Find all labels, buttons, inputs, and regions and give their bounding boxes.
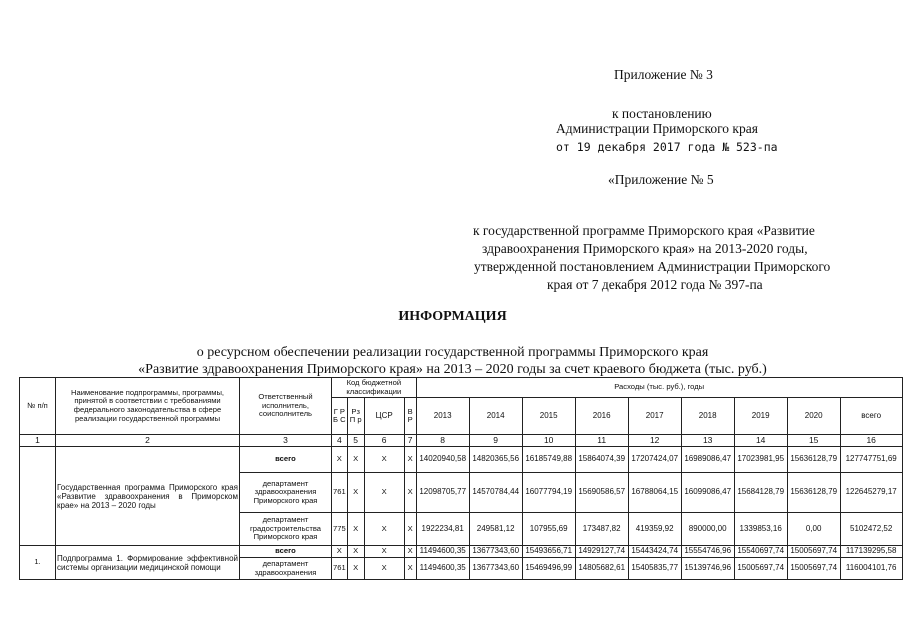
doc-subtitle-1: о ресурсном обеспечении реализации государственной программы Приморского края	[196, 345, 709, 360]
value-cell: 16099086,47	[681, 473, 734, 513]
value-cell: 15005697,74	[787, 558, 840, 580]
value-cell: 15554746,96	[681, 546, 734, 558]
col-number: 11	[575, 435, 628, 447]
value-cell: 1922234,81	[416, 513, 469, 546]
col-number: 15	[787, 435, 840, 447]
col-number: 14	[734, 435, 787, 447]
col-head-vr: В Р	[404, 398, 416, 435]
row-number	[20, 447, 56, 546]
col-number: 4	[332, 435, 348, 447]
year-head: 2013	[416, 398, 469, 435]
csr-code: X	[364, 473, 404, 513]
program-ref-1: к государственной программе Приморского края «Развитие	[473, 223, 815, 238]
value-cell: 15469496,99	[522, 558, 575, 580]
table-row	[20, 546, 903, 558]
value-cell: 16185749,88	[522, 447, 575, 473]
executor: всего	[240, 447, 332, 473]
year-head: 2019	[734, 398, 787, 435]
value-cell: 15636128,79	[787, 473, 840, 513]
col-number: 2	[56, 435, 240, 447]
grbs-code: 761	[332, 473, 348, 513]
col-number: 1	[20, 435, 56, 447]
resolution-date: от 19 декабря 2017 года № 523-па	[556, 140, 778, 154]
vr-code: X	[404, 546, 416, 558]
to-resolution: к постановлению	[612, 106, 712, 121]
executor: департамент здравоохранения Приморского края	[240, 473, 332, 513]
subprogram-name: Подпрограмма 1. Формирование эффективной системы организации медицинской помощи	[56, 546, 240, 580]
value-cell: 173487,82	[575, 513, 628, 546]
col-head-name: Наименование подпрограммы, программы, принятой в соответствии с требованиями федерального законодательства в сфере реализации государственной программы	[56, 378, 240, 435]
value-cell: 15864074,39	[575, 447, 628, 473]
total-cell: 116004101,76	[840, 558, 902, 580]
value-cell: 15005697,74	[787, 546, 840, 558]
total-cell: 127747751,69	[840, 447, 902, 473]
value-cell: 15005697,74	[734, 558, 787, 580]
value-cell: 0,00	[787, 513, 840, 546]
rzpr-code: X	[347, 473, 364, 513]
value-cell: 15690586,57	[575, 473, 628, 513]
col-number: 3	[240, 435, 332, 447]
col-head-kbk: Код бюджетной классификации	[332, 378, 417, 398]
col-number: 12	[628, 435, 681, 447]
header-row-1	[20, 378, 903, 398]
vr-code: X	[404, 447, 416, 473]
value-cell: 249581,12	[469, 513, 522, 546]
program-ref-3: утвержденной постановлением Администрации Приморского	[474, 259, 831, 274]
value-cell: 14805682,61	[575, 558, 628, 580]
year-head: 2015	[522, 398, 575, 435]
value-cell: 11494600,35	[416, 546, 469, 558]
value-cell: 14570784,44	[469, 473, 522, 513]
doc-subtitle-2: «Развитие здравоохранения Приморского края» на 2013 – 2020 годы за счет краевого бюджета (тыс. руб.)	[138, 362, 767, 377]
value-cell: 17207424,07	[628, 447, 681, 473]
rzpr-code: X	[347, 558, 364, 580]
program-ref-2: здравоохранения Приморского края» на 2013-2020 годы,	[482, 241, 808, 256]
csr-code: X	[364, 558, 404, 580]
value-cell: 12098705,77	[416, 473, 469, 513]
value-cell: 15540697,74	[734, 546, 787, 558]
vr-code: X	[404, 558, 416, 580]
col-head-exec: Ответственный исполнитель, соисполнитель	[240, 378, 332, 435]
year-head: 2016	[575, 398, 628, 435]
value-cell: 14820365,56	[469, 447, 522, 473]
value-cell: 15493656,71	[522, 546, 575, 558]
program-ref-4: края от 7 декабря 2012 года № 397-па	[547, 277, 763, 292]
col-number: 7	[404, 435, 416, 447]
admin-name: Администрации Приморского края	[556, 121, 758, 136]
value-cell: 16989086,47	[681, 447, 734, 473]
executor: департамент здравоохранения	[240, 558, 332, 580]
value-cell: 13677343,60	[469, 558, 522, 580]
col-head-num: № п/п	[20, 378, 56, 435]
col-number: 9	[469, 435, 522, 447]
col-number: 16	[840, 435, 902, 447]
program-name: Государственная программа Приморского края «Развитие здравоохранения в Приморском крае» на 2013 – 2020 годы	[56, 447, 240, 546]
value-cell: 16077794,19	[522, 473, 575, 513]
rzpr-code: X	[347, 546, 364, 558]
vr-code: X	[404, 513, 416, 546]
value-cell: 15443424,74	[628, 546, 681, 558]
value-cell: 15684128,79	[734, 473, 787, 513]
total-head: всего	[840, 398, 902, 435]
col-number: 6	[364, 435, 404, 447]
col-head-csr: ЦСР	[364, 398, 404, 435]
value-cell: 14020940,58	[416, 447, 469, 473]
year-head: 2018	[681, 398, 734, 435]
executor: департамент градостроительства Приморского края	[240, 513, 332, 546]
col-number: 10	[522, 435, 575, 447]
column-numbers-row	[20, 435, 903, 447]
row-number: 1.	[20, 546, 56, 580]
value-cell: 13677343,60	[469, 546, 522, 558]
table-row	[20, 447, 903, 473]
value-cell: 15405835,77	[628, 558, 681, 580]
vr-code: X	[404, 473, 416, 513]
executor: всего	[240, 546, 332, 558]
grbs-code: X	[332, 546, 348, 558]
csr-code: X	[364, 447, 404, 473]
total-cell: 5102472,52	[840, 513, 902, 546]
value-cell: 15139746,96	[681, 558, 734, 580]
col-head-grbs: Г Р Б С	[332, 398, 348, 435]
year-head: 2017	[628, 398, 681, 435]
value-cell: 16788064,15	[628, 473, 681, 513]
value-cell: 11494600,35	[416, 558, 469, 580]
total-cell: 117139295,58	[840, 546, 902, 558]
value-cell: 890000,00	[681, 513, 734, 546]
value-cell: 107955,69	[522, 513, 575, 546]
csr-code: X	[364, 546, 404, 558]
value-cell: 17023981,95	[734, 447, 787, 473]
grbs-code: X	[332, 447, 348, 473]
appendix-label: Приложение № 3	[614, 67, 713, 82]
col-number: 5	[347, 435, 364, 447]
appendix5-label: «Приложение № 5	[608, 172, 714, 187]
csr-code: X	[364, 513, 404, 546]
value-cell: 14929127,74	[575, 546, 628, 558]
col-head-expenses: Расходы (тыс. руб.), годы	[416, 378, 902, 398]
total-cell: 122645279,17	[840, 473, 902, 513]
year-head: 2020	[787, 398, 840, 435]
year-head: 2014	[469, 398, 522, 435]
doc-title: ИНФОРМАЦИЯ	[398, 309, 507, 324]
value-cell: 1339853,16	[734, 513, 787, 546]
value-cell: 419359,92	[628, 513, 681, 546]
col-number: 13	[681, 435, 734, 447]
grbs-code: 761	[332, 558, 348, 580]
col-number: 8	[416, 435, 469, 447]
col-head-rzpr: Рз П р	[347, 398, 364, 435]
rzpr-code: X	[347, 513, 364, 546]
rzpr-code: X	[347, 447, 364, 473]
grbs-code: 775	[332, 513, 348, 546]
value-cell: 15636128,79	[787, 447, 840, 473]
resource-table	[19, 377, 903, 580]
